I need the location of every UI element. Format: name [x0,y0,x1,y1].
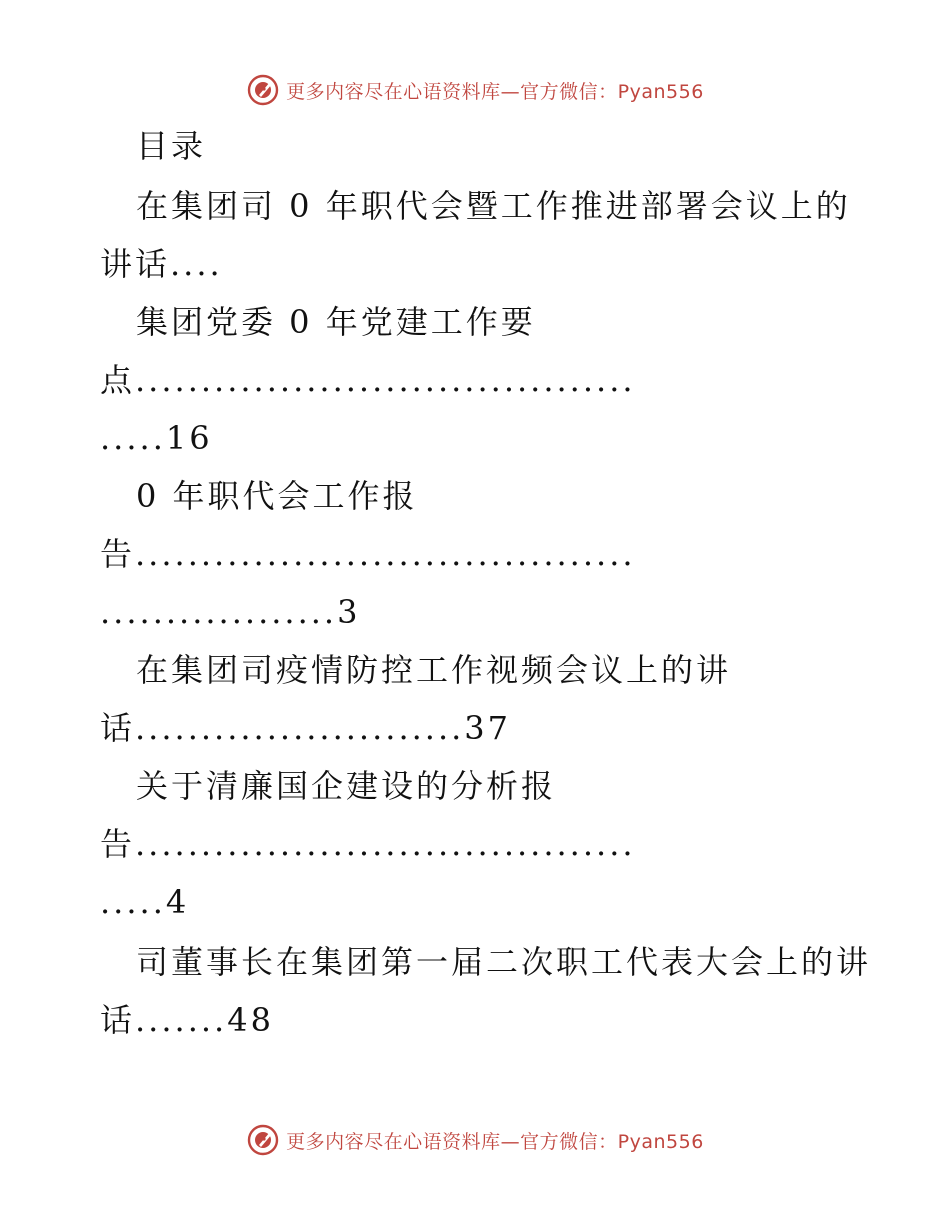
toc-entry-6-line-1: 司董事长在集团第一届二次职工代表大会上的讲 [136,943,872,981]
toc-entry-5-line-3: .....4 [100,883,190,921]
toc-entry-6-line-2: 话.......48 [100,1001,274,1039]
pen-nib-logo-icon [246,1123,280,1157]
toc-entry-5-line-2: 告...................................... [100,825,636,863]
pen-nib-logo-icon [246,73,280,107]
toc-entry-2-line-2: 点...................................... [100,361,636,399]
toc-entry-1-line-2: 讲话.... [100,245,223,283]
footer-watermark [0,1120,950,1160]
toc-entry-5-line-1: 关于清廉国企建设的分析报 [136,767,557,805]
watermark-text: 更多内容尽在心语资料库—官方微信：Pyan556 [286,80,704,103]
toc-entry-2-line-1: 集团党委 0 年党建工作要 [136,303,536,341]
toc-entry-2-line-3: .....16 [100,419,213,457]
toc-entry-3-line-2: 告...................................... [100,535,636,573]
header-watermark [0,70,950,110]
toc-title: 目录 [136,127,207,165]
toc-entry-1-line-1: 在集团司 0 年职代会暨工作推进部署会议上的 [136,187,851,225]
toc-entry-3-line-1: 0 年职代会工作报 [136,477,418,515]
toc-entry-4-line-1: 在集团司疫情防控工作视频会议上的讲 [136,651,732,689]
toc-entry-3-line-3: ..................3 [100,593,361,631]
toc-entry-4-line-2: 话.........................37 [100,709,512,747]
watermark-text: 更多内容尽在心语资料库—官方微信：Pyan556 [286,1130,704,1153]
